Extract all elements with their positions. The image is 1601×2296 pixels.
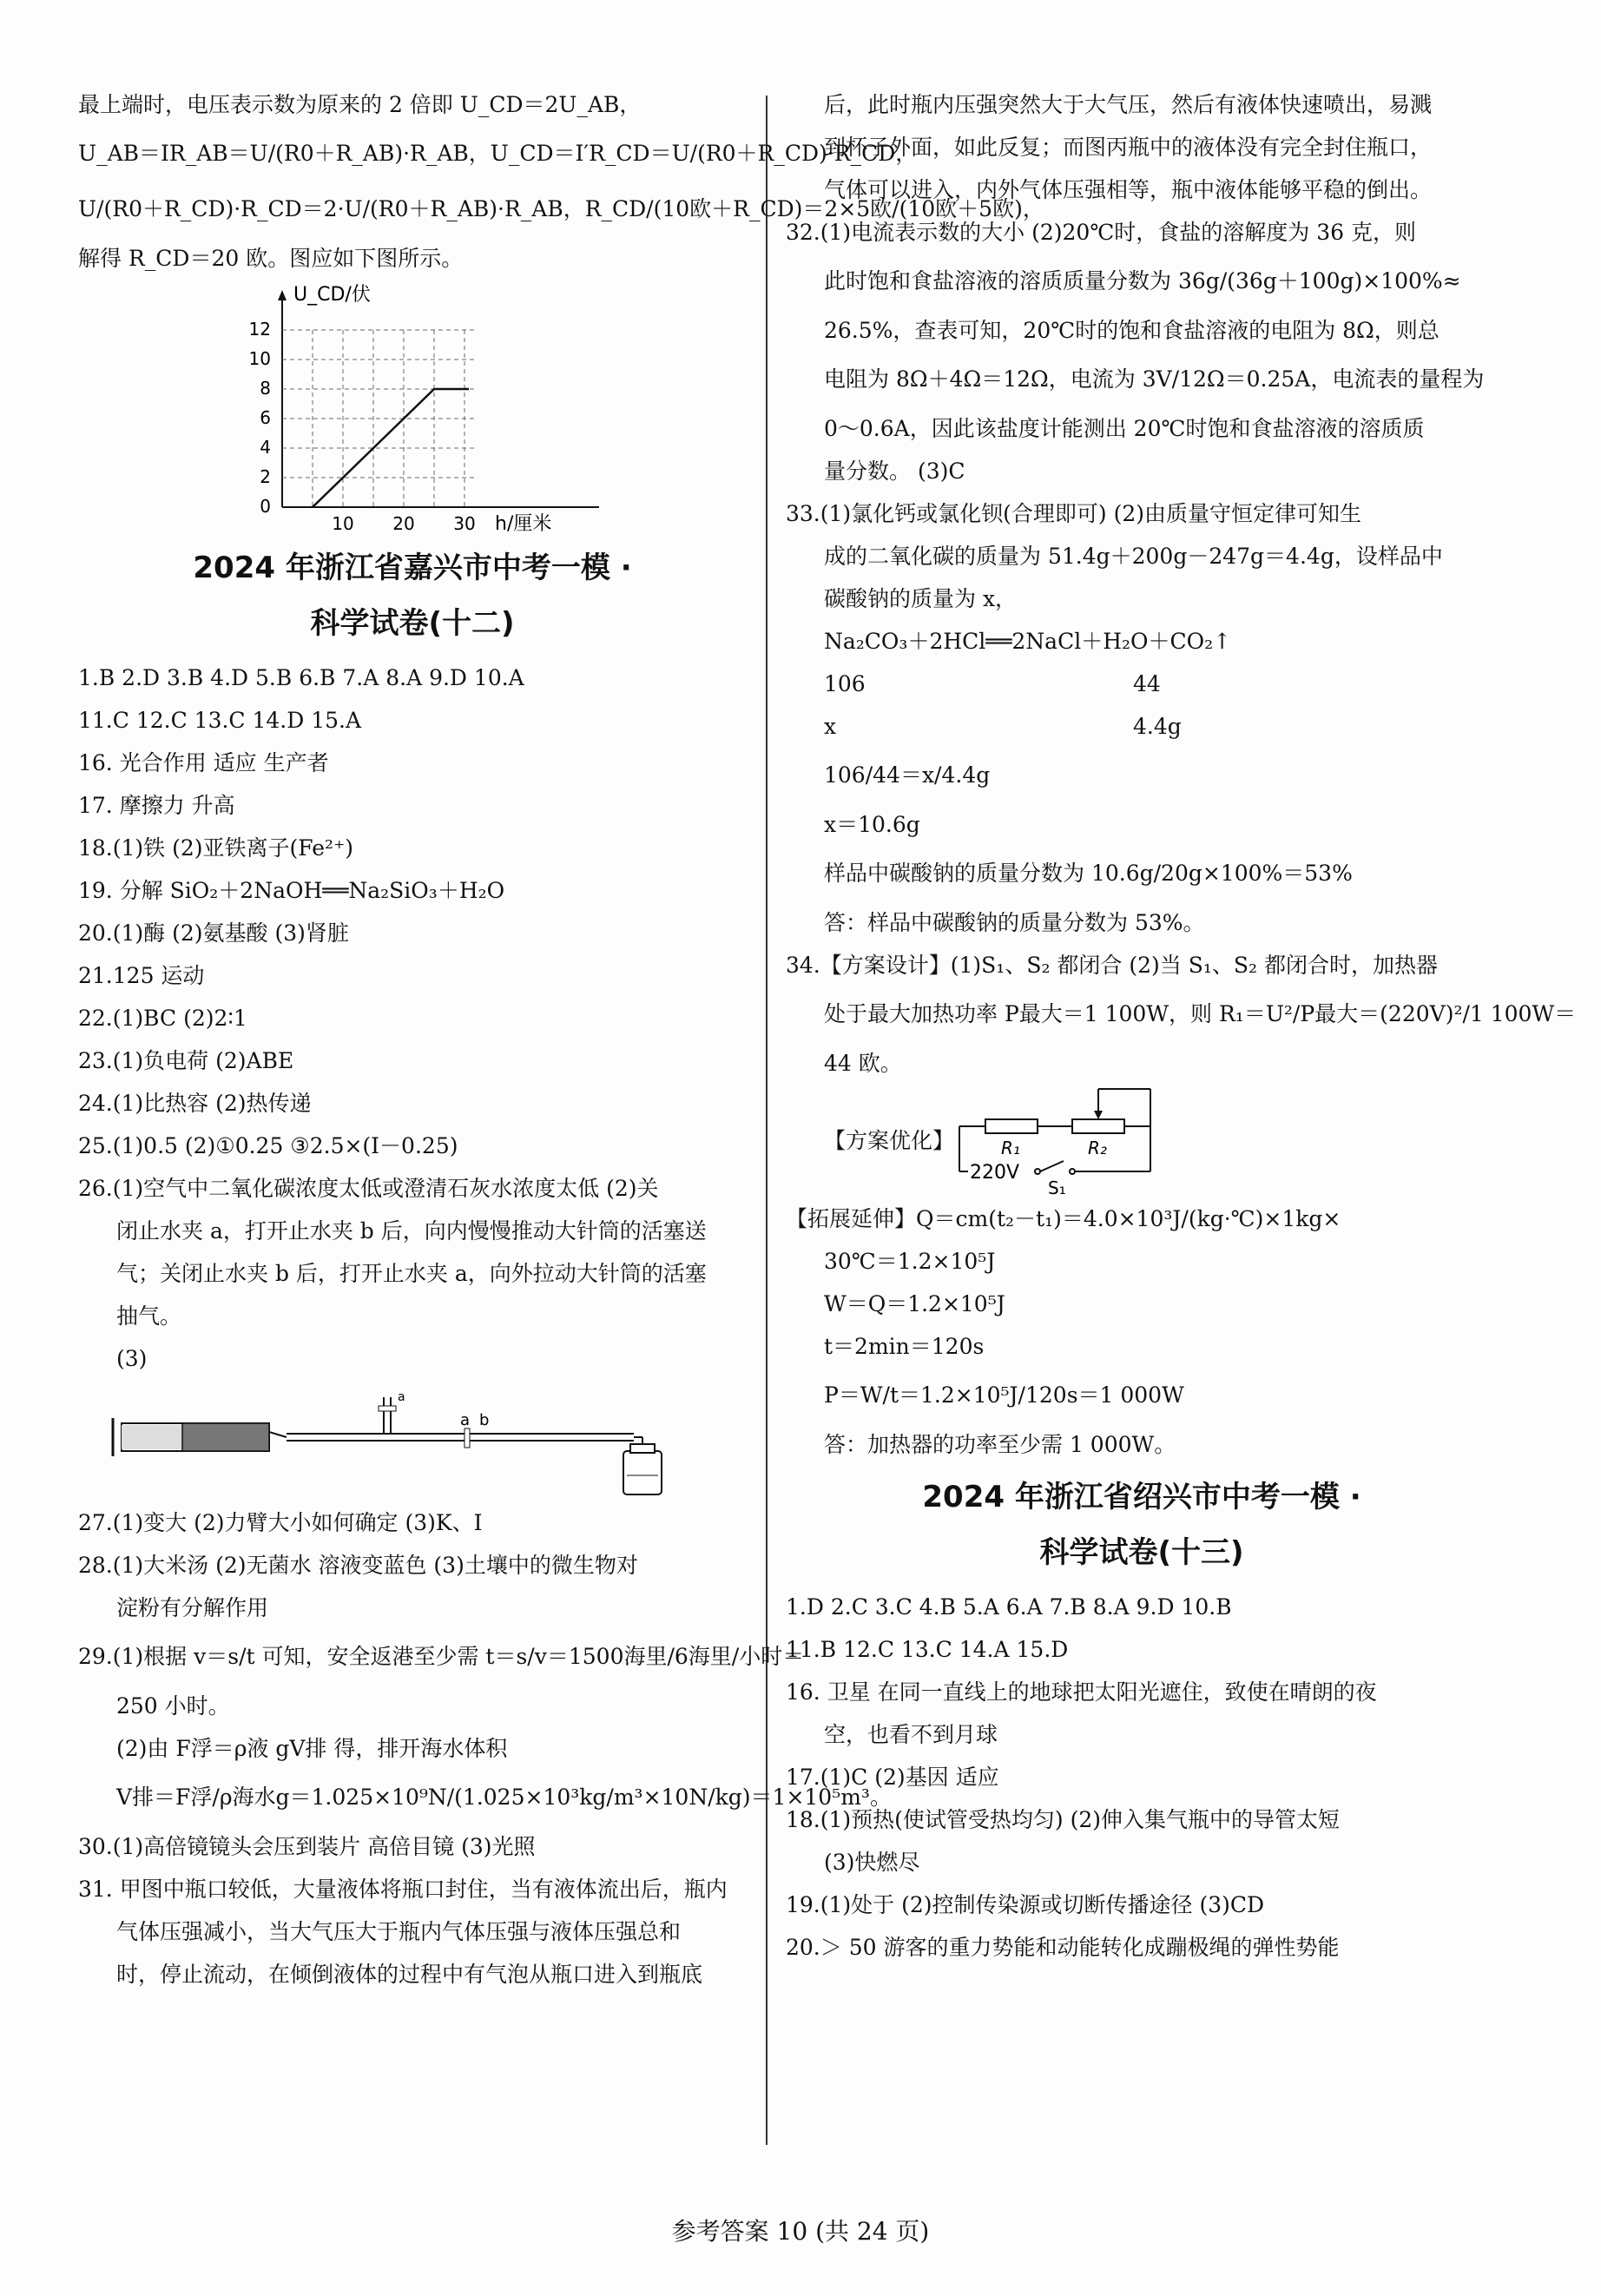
ytick-8: 8: [260, 378, 271, 399]
extension-line1: 【拓展延伸】Q＝cm(t₂－t₁)＝4.0×10³J/(kg·℃)×1kg×: [786, 1206, 1341, 1231]
answer-26-line1: 26.(1)空气中二氧化碳浓度太低或澄清石灰水浓度太低 (2)关: [78, 1176, 659, 1201]
answer-21: 21.125 运动: [78, 963, 205, 988]
circuit-diagram: [786, 1085, 1498, 1197]
answer-26-line4: 抽气。: [116, 1303, 182, 1329]
answer-32-line4: 电阻为 8Ω＋4Ω＝12Ω，电流为 3V/12Ω＝0.25A，电流表的量程为: [824, 366, 1485, 392]
answer13-19: 19.(1)处于 (2)控制传染源或切断传播途径 (3)CD: [786, 1892, 1265, 1917]
title-13-line2: 科学试卷(十三): [1039, 1535, 1244, 1570]
svg-text:a: a: [398, 1390, 405, 1404]
answer-33-line2: 成的二氧化碳的质量为 51.4g＋200g－247g＝4.4g，设样品中: [824, 544, 1443, 569]
mc13-answers-row2: 11.B 12.C 13.C 14.A 15.D: [786, 1637, 1069, 1662]
switch-label: S₁: [1048, 1178, 1066, 1197]
title-12-line1: 2024 年浙江省嘉兴市中考一模 ·: [193, 551, 632, 585]
answer13-20: 20.＞ 50 游客的重力势能和动能转化成蹦极绳的弹性势能: [786, 1935, 1340, 1960]
r1-label: R₁: [1001, 1138, 1020, 1158]
mc-answers-row2: 11.C 12.C 13.C 14.D 15.A: [78, 708, 362, 733]
answer-29-line1: 29.(1)根据 v＝s/t 可知，安全返港至少需 t＝s/v＝1500海里/6海里/小时＝: [78, 1644, 805, 1669]
answer-32-line6: 量分数。 (3)C: [824, 459, 965, 484]
answer-31-line3: 时，停止流动，在倾倒液体的过程中有气泡从瓶口进入到瓶底: [116, 1962, 703, 1987]
ytick-4: 4: [260, 437, 271, 458]
answer13-18-line1: 18.(1)预热(使试管受热均匀) (2)伸入集气瓶中的导管太短: [786, 1807, 1341, 1832]
answer-31-line4: 后，此时瓶内压强突然大于大气压，然后有液体快速喷出，易溅: [824, 92, 1433, 117]
answer-31-line6: 气体可以进入，内外气体压强相等，瓶中液体能够平稳的倒出。: [824, 177, 1433, 202]
right-column: [786, 83, 1577, 1969]
answer-24: 24.(1)比热容 (2)热传递: [78, 1091, 312, 1116]
answer-32-line2: 此时饱和食盐溶液的溶质质量分数为 36g/(36g＋100g)×100%≈: [824, 268, 1461, 294]
answer-28-line2: 淀粉有分解作用: [116, 1595, 269, 1620]
answer-29-line3: (2)由 F浮＝ρ液 gV排 得，排开海水体积: [116, 1736, 508, 1761]
answer13-16-line1: 16. 卫星 在同一直线上的地球把太阳光遮住，致使在晴朗的夜: [786, 1679, 1377, 1705]
extension-line2: 30℃＝1.2×10⁵J: [824, 1249, 996, 1274]
data-line: [313, 389, 469, 507]
mc13-answers-row1: 1.D 2.C 3.C 4.B 5.A 6.A 7.B 8.A 9.D 10.B: [786, 1594, 1232, 1620]
answer-31-line5: 到杯子外面，如此反复；而图丙瓶中的液体没有完全封住瓶口，: [824, 135, 1433, 160]
resistor-r2: [1072, 1119, 1124, 1133]
xtick-20: 20: [392, 513, 415, 531]
title-12-line2: 科学试卷(十二): [310, 606, 515, 641]
answer-31-line1: 31. 甲图中瓶口较低，大量液体将瓶口封住，当有液体流出后，瓶内: [78, 1877, 728, 1902]
equation-2: U/(R0＋R_CD)·R_CD＝2·U/(R0＋R_AB)·R_AB，R_CD/(10欧＋R_CD)＝2×5欧/(10欧＋5欧)，: [78, 196, 1044, 221]
mc-answers-row1: 1.B 2.D 3.B 4.D 5.B 6.B 7.A 8.A 9.D 10.A: [78, 665, 524, 690]
r2-label: R₂: [1088, 1138, 1107, 1158]
chemical-equation: Na₂CO₃＋2HCl══2NaCl＋H₂O＋CO₂↑: [824, 629, 1232, 654]
answer-16: 16. 光合作用 适应 生产者: [78, 750, 329, 775]
switch-s1: [1040, 1161, 1064, 1171]
answer-31-line2: 气体压强减小，当大气压大于瓶内气体压强与液体压强总和: [116, 1919, 682, 1944]
ratio-44: 44: [1133, 671, 1161, 696]
ratio-4-4g: 4.4g: [1133, 714, 1182, 739]
graph-svg: [78, 280, 747, 531]
answer-27: 27.(1)变大 (2)力臂大小如何确定 (3)K、I: [78, 1510, 483, 1535]
extension-line4: t＝2min＝120s: [824, 1334, 985, 1359]
x-axis-label: h/厘米: [495, 513, 552, 531]
answer-34-line2: 处于最大加热功率 P最大＝1 100W，则 R₁＝U²/P最大＝(220V)²/1 100W＝: [824, 1001, 1577, 1026]
page-footer: 参考答案 10 (共 24 页): [671, 2217, 930, 2246]
answer-34-final: 答：加热器的功率至少需 1 000W。: [824, 1432, 1176, 1457]
mass-fraction: 样品中碳酸钠的质量分数为 10.6g/20g×100%＝53%: [824, 861, 1353, 886]
answer13-16-line2: 空，也看不到月球: [824, 1722, 998, 1747]
ytick-12: 12: [248, 319, 271, 340]
answer-26-line3: 气；关闭止水夹 b 后，打开止水夹 a，向外拉动大针筒的活塞: [116, 1261, 707, 1286]
answer-32-line3: 26.5%，查表可知，20℃时的饱和食盐溶液的电阻为 8Ω，则总: [824, 318, 1440, 343]
plan-optimize-label: 【方案优化】: [824, 1128, 955, 1153]
answer-22: 22.(1)BC (2)2∶1: [78, 1006, 247, 1031]
svg-text:a: a: [460, 1411, 471, 1429]
grid: [282, 330, 478, 507]
answer-33-final: 答：样品中碳酸钠的质量分数为 53%。: [824, 910, 1205, 935]
extension-line5: P＝W/t＝1.2×10⁵J/120s＝1 000W: [824, 1382, 1184, 1408]
answer-25: 25.(1)0.5 (2)①0.25 ③2.5×(I－0.25): [78, 1133, 458, 1158]
ratio-row-1: [786, 663, 1498, 705]
intro-line: 最上端时，电压表示数为原来的 2 倍即 U_CD＝2U_AB，: [78, 92, 642, 117]
syringe-apparatus: [78, 1380, 747, 1501]
extension-line3: W＝Q＝1.2×10⁵J: [824, 1291, 1005, 1316]
ratio-row-2: [786, 705, 1498, 748]
title-13-line1: 2024 年浙江省绍兴市中考一模 ·: [922, 1480, 1361, 1514]
resistor-r1: [985, 1119, 1038, 1133]
y-axis-label: U_CD/伏: [293, 284, 371, 306]
circuit-svg: [951, 1085, 1211, 1197]
answer-19: 19. 分解 SiO₂＋2NaOH══Na₂SiO₃＋H₂O: [78, 878, 505, 903]
answer-30: 30.(1)高倍镜镜头会压到装片 高倍目镜 (3)光照: [78, 1834, 536, 1859]
ratio-equation: 106/44＝x/4.4g: [824, 762, 991, 788]
ucd-graph: [78, 280, 747, 531]
equation-1: U_AB＝IR_AB＝U/(R0＋R_AB)·R_AB，U_CD＝I′R_CD＝U/(R0＋R_CD)·R_CD，: [78, 141, 918, 166]
answer-17: 17. 摩擦力 升高: [78, 793, 235, 818]
syringe-svg: [78, 1380, 747, 1501]
answer-32-line5: 0～0.6A，因此该盐度计能测出 20℃时饱和食盐溶液的溶质质: [824, 416, 1425, 441]
xtick-30: 30: [453, 513, 476, 531]
ytick-0: 0: [260, 496, 271, 517]
answer-29-line4: V排＝F浮/ρ海水g＝1.025×10⁹N/(1.025×10³kg/m³×10N/kg)＝1×10⁵m³。: [116, 1785, 892, 1810]
ratio-106: 106: [824, 671, 866, 696]
answer-33-line3: 碳酸钠的质量为 x，: [824, 586, 1018, 611]
solve-line: 解得 R_CD＝20 欧。图应如下图所示。: [78, 246, 464, 271]
answer-28-line1: 28.(1)大米汤 (2)无菌水 溶液变蓝色 (3)土壤中的微生物对: [78, 1553, 638, 1578]
answer-23: 23.(1)负电荷 (2)ABE: [78, 1048, 294, 1073]
voltage-label: 220V: [970, 1162, 1020, 1184]
answer-34-line3: 44 欧。: [824, 1051, 902, 1076]
answer-29-line2: 250 小时。: [116, 1693, 230, 1719]
answer13-18-line2: (3)快燃尽: [824, 1850, 920, 1875]
svg-text:b: b: [479, 1411, 490, 1429]
answer-34-line1: 34.【方案设计】(1)S₁、S₂ 都闭合 (2)当 S₁、S₂ 都闭合时，加热器: [786, 953, 1438, 978]
x-value: x＝10.6g: [824, 812, 920, 837]
answer-33-line1: 33.(1)氯化钙或氯化钡(合理即可) (2)由质量守恒定律可知生: [786, 501, 1362, 526]
xtick-10: 10: [332, 513, 354, 531]
answer-20: 20.(1)酶 (2)氨基酸 (3)肾脏: [78, 920, 349, 946]
answer13-17: 17.(1)C (2)基因 适应: [786, 1765, 999, 1790]
answer-26-line5: (3): [116, 1346, 148, 1371]
ratio-x: x: [824, 714, 837, 739]
ytick-10: 10: [248, 348, 271, 369]
y-axis-arrow: [278, 290, 287, 300]
ytick-6: 6: [260, 407, 271, 428]
answer-32-line1: 32.(1)电流表示数的大小 (2)20℃时，食盐的溶解度为 36 克，则: [786, 220, 1417, 245]
column-divider: [766, 96, 768, 2145]
ytick-2: 2: [260, 466, 271, 487]
answer-26-line2: 闭止水夹 a，打开止水夹 b 后，向内慢慢推动大针筒的活塞送: [116, 1218, 707, 1244]
answer-18: 18.(1)铁 (2)亚铁离子(Fe²⁺): [78, 835, 354, 861]
